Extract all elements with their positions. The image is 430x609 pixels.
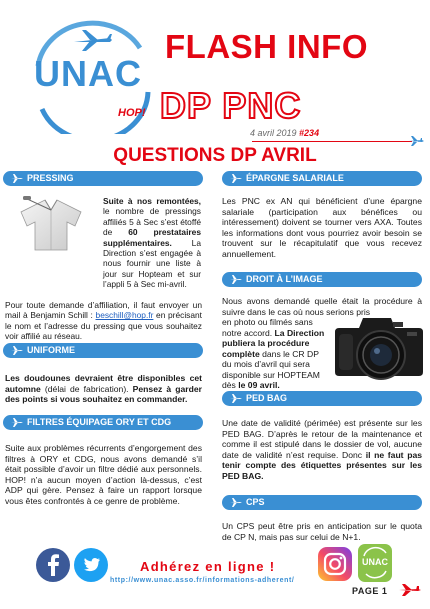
plane-icon bbox=[230, 275, 242, 284]
droit-image-text-top: Nous avons demandé quelle était la procédure à suivre dans le cas où nous serions pris bbox=[222, 296, 422, 317]
website-link[interactable]: http://www.unac.asso.fr/informations-adherent/ bbox=[110, 577, 295, 584]
plane-icon bbox=[230, 394, 242, 403]
plane-icon bbox=[230, 498, 242, 507]
section-header-cps bbox=[222, 495, 422, 510]
plane-icon bbox=[11, 346, 23, 355]
uniforme-text: Les doudounes devraient être disponibles cet automne (délai de fabrication). Pensez à garder des points si vous souhaitez en commander. bbox=[5, 373, 203, 404]
section-title: PRESSING bbox=[27, 173, 74, 183]
section-header-droit-image bbox=[222, 272, 422, 287]
header-plane-icon bbox=[408, 134, 424, 146]
logo-text: UNAC bbox=[34, 53, 142, 94]
plane-icon bbox=[11, 418, 23, 427]
section-title: FILTRES ÉQUIPAGE ORY ET CDG bbox=[27, 417, 172, 427]
dateline bbox=[250, 128, 319, 138]
footer-plane-icon bbox=[398, 583, 422, 597]
cps-text: Un CPS peut être pris en anticipation sur le quota de CP N, mais pas sur celui de N+1. bbox=[222, 521, 422, 542]
plane-icon bbox=[230, 174, 242, 183]
section-title: PED BAG bbox=[246, 393, 288, 403]
section-title: UNIFORME bbox=[27, 345, 75, 355]
instagram-icon[interactable] bbox=[318, 547, 352, 581]
epargne-text: Les PNC ex AN qui bénéficient d’une épargne salariale (participation aux bénéfices ou intéressement) doivent se tourner vers AXA. Toutes les informations dont vous pourriez avoir besoin se trouvent sur le récapitulatif que vous recevez annuellement. bbox=[222, 196, 422, 259]
section-header-uniforme bbox=[3, 343, 203, 358]
camera-image bbox=[333, 310, 425, 386]
droit-image-text-wrap: en photo ou filmés sans notre accord. La Direction publiera la procédure complète dans le CR DP du mois d’avril qui sera disponible sur HOPTEAM dès le 09 avril. bbox=[222, 317, 325, 390]
section-header-filtres bbox=[3, 415, 203, 430]
section-header-epargne bbox=[222, 171, 422, 186]
unac-app-badge[interactable] bbox=[358, 544, 392, 582]
header-divider bbox=[252, 141, 412, 142]
email-link[interactable]: beschill@hop.fr bbox=[95, 310, 154, 321]
section-title: ÉPARGNE SALARIALE bbox=[246, 173, 344, 183]
twitter-icon[interactable] bbox=[74, 548, 108, 582]
page-title: QUESTIONS DP AVRIL bbox=[113, 145, 317, 166]
pressing-text: Pour toute demande d’affiliation, il faut envoyer un mail à Benjamin Schill : beschill@hop.fr en précisant le nom et l’adresse du pressing que vous souhaitez voir affilié au réseau. bbox=[5, 300, 203, 342]
section-header-ped-bag bbox=[222, 391, 422, 406]
filtres-text: Suite aux problèmes récurrents d’engorgement des filtres à ORY et CDG, nous avons demandé s’il était possible d’avoir un filtre dédié aux personnels. HOP! n’a aucun moyen d’action là-dessus, c’est ADP qui gère. Pensez à faire un rapport lorsque vous êtes confrontés à ce genre de problème. bbox=[5, 443, 202, 506]
page-number: PAGE 1 bbox=[352, 586, 388, 596]
plane-icon bbox=[11, 174, 23, 183]
shirt-image bbox=[5, 196, 97, 252]
badge-text: UNAC bbox=[362, 557, 388, 567]
pressing-text-wrap: Suite à nos remontées, le nombre de pressings affiliés 5 à Sec s’est étoffé de 60 prestataires supplémentaires. La Direction s’est engagée à nous fournir une liste à jour sur Hopteam et sur l’appli 5 à Sec mi-avril. bbox=[103, 196, 201, 290]
section-header-pressing bbox=[3, 171, 203, 186]
adherez-label: Adhérez en ligne ! bbox=[140, 559, 276, 574]
date: 4 avril 2019 bbox=[250, 128, 297, 138]
facebook-icon[interactable] bbox=[36, 548, 70, 582]
flash-info-title: FLASH INFO bbox=[165, 28, 368, 65]
section-title: DROIT À L’IMAGE bbox=[246, 274, 323, 284]
issue-number: #234 bbox=[299, 128, 320, 138]
dp-pnc-title: DP PNC bbox=[160, 85, 302, 126]
ped-bag-text: Une date de validité (périmée) est présente sur les PED BAG. D’après le retour de la maintenance et comme il est stipulé dans le dossier de vol, aucune date de validité n’est requise. Donc il ne faut pas tenir compte des étiquettes présentes sur les PED BAG. bbox=[222, 418, 423, 481]
hop-label: HOP! bbox=[118, 107, 146, 119]
section-title: CPS bbox=[246, 497, 265, 507]
